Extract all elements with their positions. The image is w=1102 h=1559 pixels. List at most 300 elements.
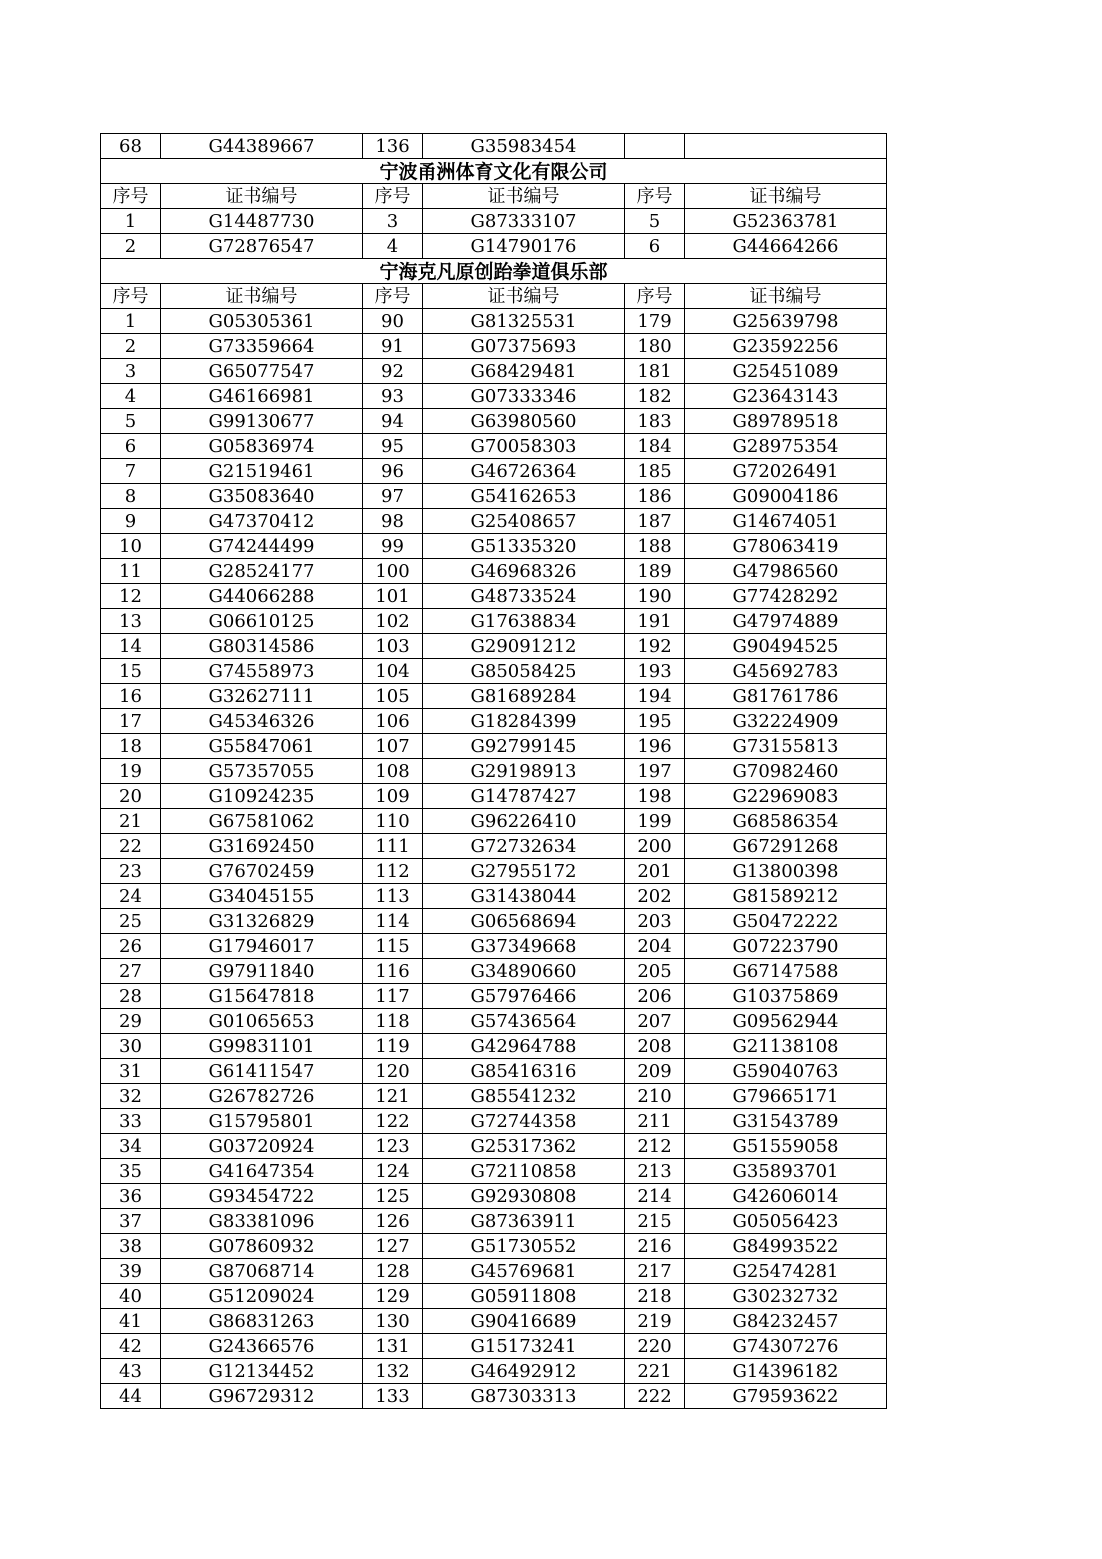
seq-cell: 109 — [363, 784, 423, 809]
cert-number-cell: G85416316 — [423, 1059, 625, 1084]
seq-cell: 27 — [101, 959, 161, 984]
seq-cell: 122 — [363, 1109, 423, 1134]
seq-cell: 198 — [625, 784, 685, 809]
table-row — [101, 609, 887, 634]
seq-cell: 185 — [625, 459, 685, 484]
table-row — [101, 1084, 887, 1109]
cert-number-cell: G77428292 — [685, 584, 887, 609]
section-title: 宁波甬洲体育文化有限公司 — [101, 159, 887, 184]
seq-cell: 197 — [625, 759, 685, 784]
cert-number-cell: G81589212 — [685, 884, 887, 909]
cert-number-cell: G44066288 — [161, 584, 363, 609]
cert-number-cell: G46726364 — [423, 459, 625, 484]
cert-number-header: 证书编号 — [423, 284, 625, 309]
seq-cell: 203 — [625, 909, 685, 934]
cert-number-cell: G63980560 — [423, 409, 625, 434]
cert-number-cell: G17638834 — [423, 609, 625, 634]
cert-number-cell: G05056423 — [685, 1209, 887, 1234]
cert-number-cell: G27955172 — [423, 859, 625, 884]
cert-number-cell: G68586354 — [685, 809, 887, 834]
table-row — [101, 684, 887, 709]
seq-cell: 118 — [363, 1009, 423, 1034]
seq-cell: 216 — [625, 1234, 685, 1259]
seq-cell: 218 — [625, 1284, 685, 1309]
cert-number-cell: G85541232 — [423, 1084, 625, 1109]
seq-cell: 190 — [625, 584, 685, 609]
seq-cell: 181 — [625, 359, 685, 384]
cert-number-cell: G55847061 — [161, 734, 363, 759]
certificate-table — [100, 133, 887, 1409]
seq-cell: 191 — [625, 609, 685, 634]
cert-number-cell: G07333346 — [423, 384, 625, 409]
cert-number-cell: G68429481 — [423, 359, 625, 384]
cert-number-cell: G46968326 — [423, 559, 625, 584]
table-row — [101, 784, 887, 809]
table-row — [101, 1284, 887, 1309]
cert-number-cell: G28975354 — [685, 434, 887, 459]
seq-cell — [625, 134, 685, 159]
seq-header: 序号 — [625, 184, 685, 209]
table-row — [101, 659, 887, 684]
seq-cell: 6 — [625, 234, 685, 259]
seq-cell: 43 — [101, 1359, 161, 1384]
cert-number-cell: G70982460 — [685, 759, 887, 784]
seq-cell: 10 — [101, 534, 161, 559]
cert-number-cell: G15795801 — [161, 1109, 363, 1134]
seq-cell: 92 — [363, 359, 423, 384]
cert-number-cell: G32627111 — [161, 684, 363, 709]
cert-number-cell: G76702459 — [161, 859, 363, 884]
cert-number-cell: G10375869 — [685, 984, 887, 1009]
cert-number-cell: G21138108 — [685, 1034, 887, 1059]
seq-cell: 110 — [363, 809, 423, 834]
seq-cell: 30 — [101, 1034, 161, 1059]
cert-number-cell: G29198913 — [423, 759, 625, 784]
table-row — [101, 734, 887, 759]
cert-number-cell: G74307276 — [685, 1334, 887, 1359]
seq-cell: 20 — [101, 784, 161, 809]
cert-number-cell: G97911840 — [161, 959, 363, 984]
seq-cell: 187 — [625, 509, 685, 534]
cert-number-cell: G99831101 — [161, 1034, 363, 1059]
seq-cell: 101 — [363, 584, 423, 609]
seq-cell: 188 — [625, 534, 685, 559]
seq-cell: 44 — [101, 1384, 161, 1409]
cert-number-cell: G72026491 — [685, 459, 887, 484]
cert-number-cell: G32224909 — [685, 709, 887, 734]
seq-cell: 3 — [363, 209, 423, 234]
cert-number-cell: G73359664 — [161, 334, 363, 359]
table-row — [101, 709, 887, 734]
seq-cell: 19 — [101, 759, 161, 784]
seq-cell: 186 — [625, 484, 685, 509]
cert-number-cell: G12134452 — [161, 1359, 363, 1384]
cert-number-cell: G10924235 — [161, 784, 363, 809]
seq-cell: 4 — [101, 384, 161, 409]
seq-cell: 91 — [363, 334, 423, 359]
seq-cell: 9 — [101, 509, 161, 534]
cert-number-cell: G05836974 — [161, 434, 363, 459]
seq-cell: 94 — [363, 409, 423, 434]
cert-number-cell: G84232457 — [685, 1309, 887, 1334]
cert-number-header: 证书编号 — [161, 184, 363, 209]
cert-number-cell: G42606014 — [685, 1184, 887, 1209]
seq-cell: 195 — [625, 709, 685, 734]
seq-cell: 5 — [101, 409, 161, 434]
cert-number-cell: G51730552 — [423, 1234, 625, 1259]
cert-number-cell: G61411547 — [161, 1059, 363, 1084]
seq-cell: 123 — [363, 1134, 423, 1159]
seq-cell: 90 — [363, 309, 423, 334]
seq-cell: 102 — [363, 609, 423, 634]
cert-number-cell: G14396182 — [685, 1359, 887, 1384]
table-row — [101, 359, 887, 384]
table-row — [101, 759, 887, 784]
seq-cell: 39 — [101, 1259, 161, 1284]
seq-cell: 36 — [101, 1184, 161, 1209]
seq-cell: 18 — [101, 734, 161, 759]
seq-cell: 214 — [625, 1184, 685, 1209]
seq-cell: 220 — [625, 1334, 685, 1359]
cert-number-header: 证书编号 — [161, 284, 363, 309]
cert-number-cell: G92930808 — [423, 1184, 625, 1209]
seq-cell: 201 — [625, 859, 685, 884]
cert-number-cell: G89789518 — [685, 409, 887, 434]
header-row — [101, 284, 887, 309]
seq-cell: 12 — [101, 584, 161, 609]
cert-number-cell: G01065653 — [161, 1009, 363, 1034]
table-row — [101, 459, 887, 484]
table-row — [101, 1384, 887, 1409]
seq-cell: 206 — [625, 984, 685, 1009]
seq-cell: 127 — [363, 1234, 423, 1259]
seq-cell: 22 — [101, 834, 161, 859]
cert-number-header: 证书编号 — [685, 184, 887, 209]
table-row — [101, 1309, 887, 1334]
seq-cell: 213 — [625, 1159, 685, 1184]
cert-number-cell: G29091212 — [423, 634, 625, 659]
seq-cell: 31 — [101, 1059, 161, 1084]
cert-number-cell: G34890660 — [423, 959, 625, 984]
cert-number-cell: G17946017 — [161, 934, 363, 959]
cert-number-cell: G83381096 — [161, 1209, 363, 1234]
cert-number-cell: G22969083 — [685, 784, 887, 809]
seq-cell: 96 — [363, 459, 423, 484]
cert-number-cell: G84993522 — [685, 1234, 887, 1259]
cert-number-cell: G65077547 — [161, 359, 363, 384]
seq-cell: 95 — [363, 434, 423, 459]
cert-number-cell: G79593622 — [685, 1384, 887, 1409]
seq-cell: 117 — [363, 984, 423, 1009]
seq-cell: 136 — [363, 134, 423, 159]
cert-number-cell: G67291268 — [685, 834, 887, 859]
seq-cell: 132 — [363, 1359, 423, 1384]
cert-number-cell: G87068714 — [161, 1259, 363, 1284]
seq-cell: 104 — [363, 659, 423, 684]
table-row — [101, 884, 887, 909]
seq-cell: 98 — [363, 509, 423, 534]
cert-number-cell: G70058303 — [423, 434, 625, 459]
cert-number-cell: G92799145 — [423, 734, 625, 759]
cert-number-cell: G37349668 — [423, 934, 625, 959]
cert-number-cell: G52363781 — [685, 209, 887, 234]
table-row — [101, 559, 887, 584]
cert-number-cell: G28524177 — [161, 559, 363, 584]
seq-cell: 26 — [101, 934, 161, 959]
seq-cell: 38 — [101, 1234, 161, 1259]
seq-cell: 209 — [625, 1059, 685, 1084]
cert-number-cell: G67147588 — [685, 959, 887, 984]
cert-number-cell: G48733524 — [423, 584, 625, 609]
cert-number-cell: G44389667 — [161, 134, 363, 159]
cert-number-cell: G06568694 — [423, 909, 625, 934]
cert-number-cell: G24366576 — [161, 1334, 363, 1359]
seq-cell: 120 — [363, 1059, 423, 1084]
seq-cell: 116 — [363, 959, 423, 984]
table-row — [101, 1134, 887, 1159]
seq-cell: 93 — [363, 384, 423, 409]
cert-number-cell: G46166981 — [161, 384, 363, 409]
seq-cell: 208 — [625, 1034, 685, 1059]
cert-number-cell: G14674051 — [685, 509, 887, 534]
table-row — [101, 1334, 887, 1359]
cert-number-cell: G47974889 — [685, 609, 887, 634]
seq-cell: 6 — [101, 434, 161, 459]
table-row — [101, 484, 887, 509]
cert-number-cell: G67581062 — [161, 809, 363, 834]
cert-number-cell: G73155813 — [685, 734, 887, 759]
table-row — [101, 1359, 887, 1384]
seq-cell: 189 — [625, 559, 685, 584]
cert-number-cell: G51559058 — [685, 1134, 887, 1159]
table-row — [101, 309, 887, 334]
seq-cell: 179 — [625, 309, 685, 334]
cert-number-cell: G78063419 — [685, 534, 887, 559]
table-row — [101, 1059, 887, 1084]
table-row — [101, 1034, 887, 1059]
cert-number-cell: G72876547 — [161, 234, 363, 259]
seq-cell: 33 — [101, 1109, 161, 1134]
seq-cell: 23 — [101, 859, 161, 884]
seq-cell: 125 — [363, 1184, 423, 1209]
seq-cell: 207 — [625, 1009, 685, 1034]
cert-number-cell — [685, 134, 887, 159]
seq-cell: 42 — [101, 1334, 161, 1359]
cert-number-cell: G96226410 — [423, 809, 625, 834]
seq-cell: 25 — [101, 909, 161, 934]
cert-number-header: 证书编号 — [423, 184, 625, 209]
cert-number-header: 证书编号 — [685, 284, 887, 309]
seq-cell: 192 — [625, 634, 685, 659]
cert-number-cell: G90416689 — [423, 1309, 625, 1334]
table-row — [101, 809, 887, 834]
cert-number-cell: G74244499 — [161, 534, 363, 559]
cert-number-cell: G87303313 — [423, 1384, 625, 1409]
seq-cell: 194 — [625, 684, 685, 709]
cert-number-cell: G26782726 — [161, 1084, 363, 1109]
seq-header: 序号 — [625, 284, 685, 309]
cert-number-cell: G93454722 — [161, 1184, 363, 1209]
seq-cell: 119 — [363, 1034, 423, 1059]
seq-cell: 15 — [101, 659, 161, 684]
cert-number-cell: G99130677 — [161, 409, 363, 434]
seq-cell: 8 — [101, 484, 161, 509]
seq-cell: 2 — [101, 334, 161, 359]
cert-number-cell: G15647818 — [161, 984, 363, 1009]
section-title-row — [101, 159, 887, 184]
seq-cell: 133 — [363, 1384, 423, 1409]
seq-cell: 16 — [101, 684, 161, 709]
seq-cell: 34 — [101, 1134, 161, 1159]
seq-cell: 182 — [625, 384, 685, 409]
seq-header: 序号 — [101, 284, 161, 309]
cert-number-cell: G46492912 — [423, 1359, 625, 1384]
cert-number-cell: G87333107 — [423, 209, 625, 234]
cert-number-cell: G44664266 — [685, 234, 887, 259]
seq-cell: 108 — [363, 759, 423, 784]
seq-cell: 121 — [363, 1084, 423, 1109]
cert-number-cell: G51335320 — [423, 534, 625, 559]
seq-cell: 24 — [101, 884, 161, 909]
table-row — [101, 1209, 887, 1234]
seq-cell: 7 — [101, 459, 161, 484]
cert-number-cell: G30232732 — [685, 1284, 887, 1309]
cert-number-cell: G35083640 — [161, 484, 363, 509]
table-row — [101, 509, 887, 534]
seq-cell: 202 — [625, 884, 685, 909]
seq-cell: 211 — [625, 1109, 685, 1134]
cert-number-cell: G25639798 — [685, 309, 887, 334]
table-row — [101, 384, 887, 409]
cert-number-cell: G45692783 — [685, 659, 887, 684]
cert-number-cell: G81325531 — [423, 309, 625, 334]
cert-number-cell: G79665171 — [685, 1084, 887, 1109]
seq-cell: 130 — [363, 1309, 423, 1334]
cert-number-cell: G57436564 — [423, 1009, 625, 1034]
table-row — [101, 934, 887, 959]
cert-number-cell: G31326829 — [161, 909, 363, 934]
cert-number-cell: G50472222 — [685, 909, 887, 934]
seq-cell: 105 — [363, 684, 423, 709]
seq-cell: 11 — [101, 559, 161, 584]
seq-cell: 2 — [101, 234, 161, 259]
cert-number-cell: G09004186 — [685, 484, 887, 509]
cert-number-cell: G13800398 — [685, 859, 887, 884]
cert-number-cell: G03720924 — [161, 1134, 363, 1159]
seq-cell: 97 — [363, 484, 423, 509]
seq-cell: 4 — [363, 234, 423, 259]
seq-cell: 3 — [101, 359, 161, 384]
cert-number-cell: G35893701 — [685, 1159, 887, 1184]
table-row — [101, 1234, 887, 1259]
section-title: 宁海克凡原创跆拳道俱乐部 — [101, 259, 887, 284]
cert-number-cell: G25474281 — [685, 1259, 887, 1284]
table-row — [101, 134, 887, 159]
header-row — [101, 184, 887, 209]
seq-cell: 183 — [625, 409, 685, 434]
cert-number-cell: G09562944 — [685, 1009, 887, 1034]
cert-number-cell: G25408657 — [423, 509, 625, 534]
table-row — [101, 234, 887, 259]
seq-cell: 103 — [363, 634, 423, 659]
seq-cell: 210 — [625, 1084, 685, 1109]
cert-number-cell: G15173241 — [423, 1334, 625, 1359]
seq-header: 序号 — [363, 184, 423, 209]
table-row — [101, 1259, 887, 1284]
seq-cell: 5 — [625, 209, 685, 234]
seq-cell: 35 — [101, 1159, 161, 1184]
seq-cell: 115 — [363, 934, 423, 959]
seq-cell: 126 — [363, 1209, 423, 1234]
table-row — [101, 434, 887, 459]
cert-number-cell: G85058425 — [423, 659, 625, 684]
cert-number-cell: G57357055 — [161, 759, 363, 784]
table-row — [101, 409, 887, 434]
seq-cell: 128 — [363, 1259, 423, 1284]
cert-number-cell: G57976466 — [423, 984, 625, 1009]
table-row — [101, 1009, 887, 1034]
seq-cell: 13 — [101, 609, 161, 634]
cert-number-cell: G07223790 — [685, 934, 887, 959]
seq-cell: 111 — [363, 834, 423, 859]
seq-cell: 112 — [363, 859, 423, 884]
cert-number-cell: G47370412 — [161, 509, 363, 534]
cert-number-cell: G45346326 — [161, 709, 363, 734]
seq-cell: 124 — [363, 1159, 423, 1184]
table-row — [101, 834, 887, 859]
table-row — [101, 984, 887, 1009]
seq-cell: 199 — [625, 809, 685, 834]
table-row — [101, 534, 887, 559]
cert-number-cell: G07375693 — [423, 334, 625, 359]
seq-cell: 106 — [363, 709, 423, 734]
table-row — [101, 959, 887, 984]
cert-number-cell: G72110858 — [423, 1159, 625, 1184]
table-row — [101, 334, 887, 359]
seq-cell: 32 — [101, 1084, 161, 1109]
cert-number-cell: G14787427 — [423, 784, 625, 809]
seq-cell: 184 — [625, 434, 685, 459]
cert-number-cell: G05305361 — [161, 309, 363, 334]
seq-header: 序号 — [101, 184, 161, 209]
seq-cell: 217 — [625, 1259, 685, 1284]
cert-number-cell: G54162653 — [423, 484, 625, 509]
seq-cell: 41 — [101, 1309, 161, 1334]
seq-cell: 196 — [625, 734, 685, 759]
seq-cell: 28 — [101, 984, 161, 1009]
seq-cell: 222 — [625, 1384, 685, 1409]
seq-cell: 29 — [101, 1009, 161, 1034]
cert-number-cell: G35983454 — [423, 134, 625, 159]
cert-number-cell: G47986560 — [685, 559, 887, 584]
table-row — [101, 209, 887, 234]
cert-number-cell: G18284399 — [423, 709, 625, 734]
cert-number-cell: G96729312 — [161, 1384, 363, 1409]
seq-cell: 131 — [363, 1334, 423, 1359]
cert-number-cell: G23643143 — [685, 384, 887, 409]
cert-number-cell: G81761786 — [685, 684, 887, 709]
seq-cell: 193 — [625, 659, 685, 684]
table-row — [101, 1184, 887, 1209]
cert-number-cell: G06610125 — [161, 609, 363, 634]
cert-number-cell: G72744358 — [423, 1109, 625, 1134]
section-title-row — [101, 259, 887, 284]
cert-number-cell: G74558973 — [161, 659, 363, 684]
cert-number-cell: G14790176 — [423, 234, 625, 259]
seq-cell: 215 — [625, 1209, 685, 1234]
table-row — [101, 859, 887, 884]
cert-number-cell: G31438044 — [423, 884, 625, 909]
